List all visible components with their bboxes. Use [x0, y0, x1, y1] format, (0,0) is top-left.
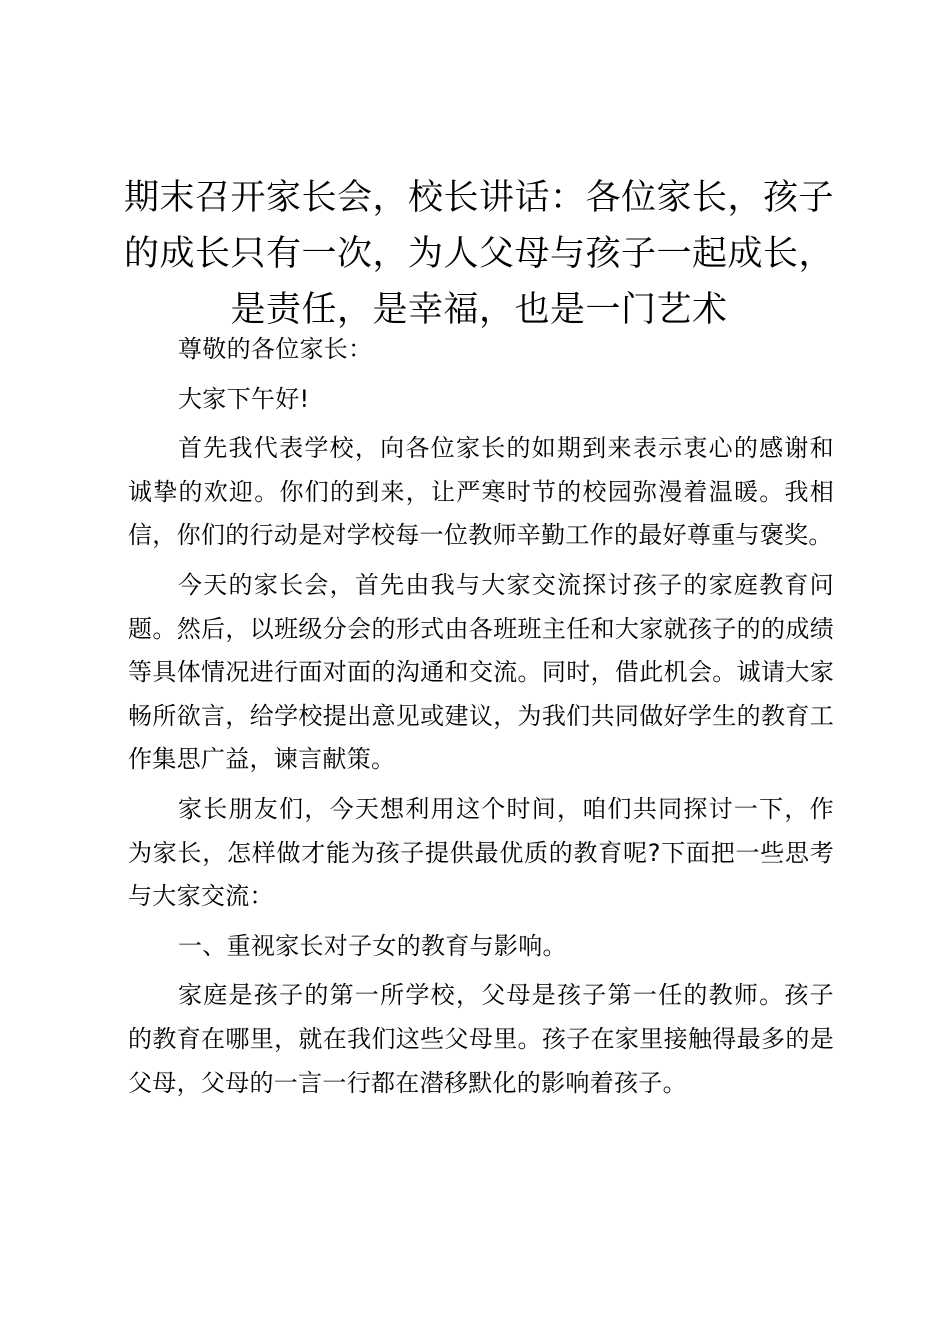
paragraph-family-education: 家庭是孩子的第一所学校，父母是孩子第一任的教师。孩子的教育在哪里，就在我们这些父母里。孩子在家里接触得最多的是父母，父母的一言一行都在潜移默化的影响着孩子。 — [128, 981, 834, 1097]
paragraph-agenda: 今天的家长会，首先由我与大家交流探讨孩子的家庭教育问题。然后，以班级分会的形式由各班班主任和大家就孩子的的成绩等具体情况进行面对面的沟通和交流。同时，借此机会。诚请大家畅所欲言，给学校提出意见或建议，为我们共同做好学生的教育工作集思广益，谏言献策。 — [128, 570, 834, 774]
document-body — [128, 328, 834, 1111]
paragraph-intro: 家长朋友们，今天想利用这个时间，咱们共同探讨一下，作为家长，怎样做才能为孩子提供最优质的教育呢?下面把一些思考与大家交流： — [128, 794, 834, 911]
paragraph-welcome: 首先我代表学校，向各位家长的如期到来表示衷心的感谢和诚挚的欢迎。你们的到来，让严寒时节的校园弥漫着温暖。我相信，你们的行动是对学校每一位教师辛勤工作的最好尊重与褒奖。 — [128, 434, 834, 550]
salutation: 尊敬的各位家长： — [178, 335, 373, 363]
greeting: 大家下午好! — [178, 384, 310, 413]
section-heading: 一、重视家长对子女的教育与影响。 — [178, 931, 567, 960]
document-title: 期末召开家长会，校长讲话：各位家长，孩子的成长只有一次，为人父母与孩子一起成长，是责任，是幸福，也是一门艺术 — [124, 178, 835, 330]
